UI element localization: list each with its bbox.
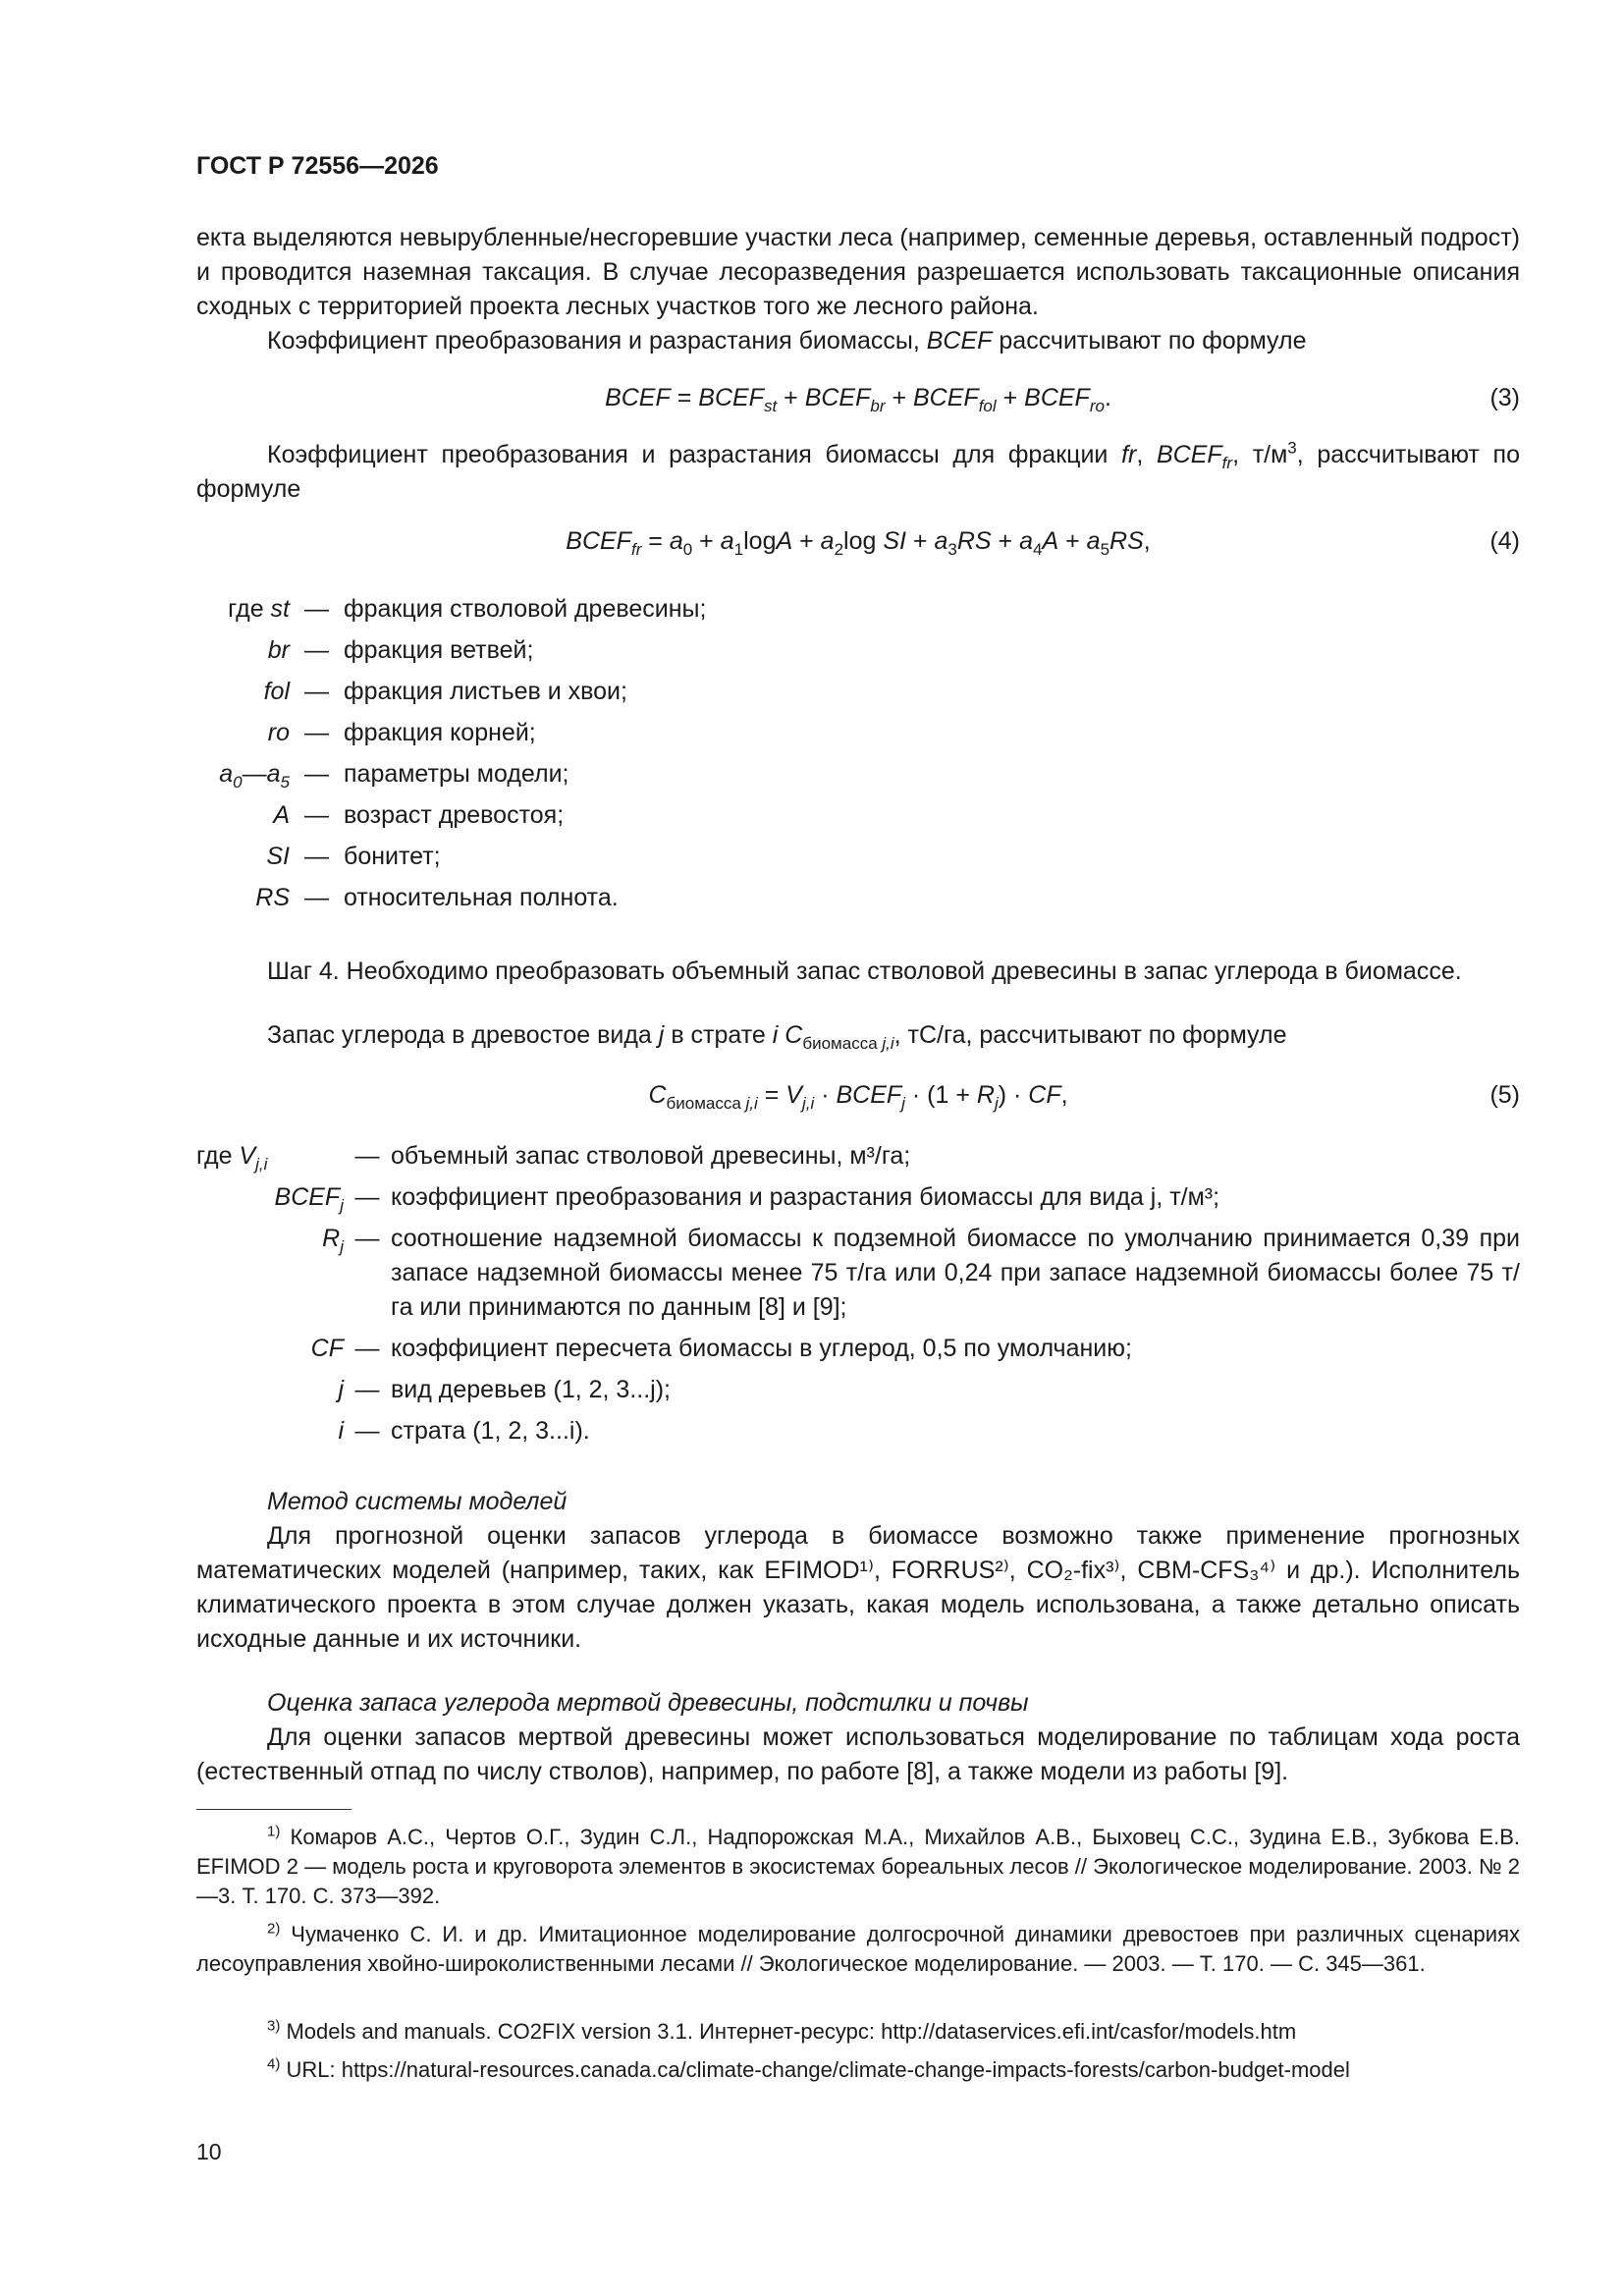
footnote-1: $^{1)}$ Комаров А.С., Чертов О.Г., Зудин С.Л., Надпорожская М.А., Михайлов А.В., Быховец С.С., Зудина Е.В., Зубкова Е.В. EFIMOD 2 — модель роста и круговорота элементов в экосистемах бореальных лесов // Экологическое моделирование. 2003. № 2—3. Т. 170. С. 373—392.	[196, 1823, 1520, 1908]
definition-item: j — вид деревьев (1, 2, 3...j);	[338, 1376, 671, 1403]
formula-5	[196, 1078, 1520, 1118]
document-header: ГОСТ Р 72556—2026	[196, 152, 439, 180]
definitions-list-2	[196, 1139, 1520, 1455]
paragraph-step-4: Шаг 4. Необходимо преобразовать объемный запас стволовой древесины в запас углерода в биомассе.	[267, 957, 1462, 985]
paragraph-models: Для прогнозной оценки запасов углерода в биомассе возможно также применение прогнозных математических моделей (например, таких, как EFIMOD¹⁾, FORRUS²⁾, CO₂-fix³⁾, CBM-CFS₃⁴⁾ и др.). Исполнитель климатического проекта в этом случае должен указать, какая модель использована, а также детально описать исходные данные и их источники.	[196, 1522, 1520, 1653]
paragraph-carbon-stock-intro: Запас углерода в древостое вида j в страте i $C_{биомасса j,i}$, тС/га, рассчитывают по формуле	[267, 1021, 1287, 1053]
formula-4-expression: $BCEF_{fr} = a_0 + a_1\log A + a_2\log$ SI + $a_3RS + a_4A + a_5RS$,	[566, 527, 1151, 559]
paragraph-continuation: екта выделяются невырубленные/несгоревшие участки леса (например, семенные деревья, оставленный подрост) и проводится наземная таксация. В случае лесоразведения разрешается использовать таксационные описания сходных с территорией проекта лесных участков того же лесного района.	[196, 224, 1520, 320]
footnote-4: $^{4)}$ URL: https://natural-resources.canada.ca/climate-change/climate-change-impacts-forests/carbon-budget-model	[267, 2055, 1350, 2082]
section-title-models: Метод системы моделей	[267, 1488, 568, 1515]
definition-item: fol — фракция листьев и хвои;	[263, 678, 627, 705]
section-title-dead-wood: Оценка запаса углерода мертвой древесины, подстилки и почвы	[267, 1689, 1029, 1717]
paragraph-bcef-intro: Коэффициент преобразования и разрастания биомассы, BCEF рассчитывают по формуле	[267, 327, 1307, 355]
formula-5-number: (5)	[1489, 1081, 1520, 1109]
definition-item: i — страта (1, 2, 3...i).	[338, 1417, 590, 1445]
formula-4-number: (4)	[1489, 527, 1520, 555]
definition-item: $BCEF_j$ — коэффициент преобразования и разрастания биомассы для вида j, т/м³;	[274, 1183, 1220, 1215]
footnote-2: $^{2)}$ Чумаченко С. И. и др. Имитационное моделирование долгосрочной динамики древостоев при различных сценариях лесоуправления хвойно-широколиственными лесами // Экологическое моделирование. — 2003. — Т. 170. — С. 345—361.	[196, 1920, 1520, 1976]
footnote-separator	[196, 1809, 352, 1810]
definition-item: SI — бонитет;	[266, 843, 441, 870]
paragraph-fraction-intro: Коэффициент преобразования и разрастания биомассы для фракции fr, $BCEF_{fr}$, $т/м^3$, рассчитывают по формуле	[196, 438, 1520, 503]
formula-5-expression: $C_{биомасса j,i} = V_{j,i}$ · $BCEF_j \cdot (1 + R_j)$ · CF,	[648, 1081, 1068, 1113]
definition-item: A — возраст древостоя;	[273, 801, 565, 829]
definition-item: $R_j$ — соотношение надземной биомассы к подземной биомассе по умолчанию принимается 0,39 при запасе надземной биомассы менее 75 т/га или 0,24 при запасе надземной биомассы более 75 т/га или принимаются по данным [8] и [9];	[322, 1225, 1520, 1321]
definition-item: ro — фракция корней;	[267, 719, 536, 746]
footnote-3: $^{3)}$ Models and manuals. CO2FIX version 3.1. Интернет-ресурс: http://dataservices.efi.int/casfor/models.htm	[267, 2017, 1297, 2044]
formula-3-number: (3)	[1489, 384, 1520, 411]
definition-item: br — фракция ветвей;	[267, 636, 534, 664]
definitions-list-1	[196, 592, 1520, 922]
definition-item: RS — относительная полнота.	[255, 884, 619, 911]
formula-4	[196, 524, 1520, 564]
definition-item: $a_0—a_5$ — параметры модели;	[196, 757, 1520, 792]
paragraph-dead-wood: Для оценки запасов мертвой древесины может использоваться моделирование по таблицам хода роста (естественный отпад по числу стволов), например, по работе [8], а также модели из работы [9].	[196, 1723, 1520, 1785]
formula-3	[196, 381, 1520, 420]
page-number: 10	[196, 2139, 222, 2164]
definition-item: CF — коэффициент пересчета биомассы в углерод, 0,5 по умолчанию;	[310, 1335, 1132, 1362]
definition-symbol-a0-a5: $a_0—a_5$	[219, 760, 290, 792]
definition-item: где $V_{j,i}$ — объемный запас стволовой древесины, м³/га;	[196, 1142, 911, 1174]
formula-3-expression: BCEF = $BCEF_{st}$ + $BCEF_{br}$ + $BCEF_{fol}$ + $BCEF_{ro}$.	[605, 384, 1111, 415]
definition-item: где st — фракция стволовой древесины;	[228, 595, 707, 623]
